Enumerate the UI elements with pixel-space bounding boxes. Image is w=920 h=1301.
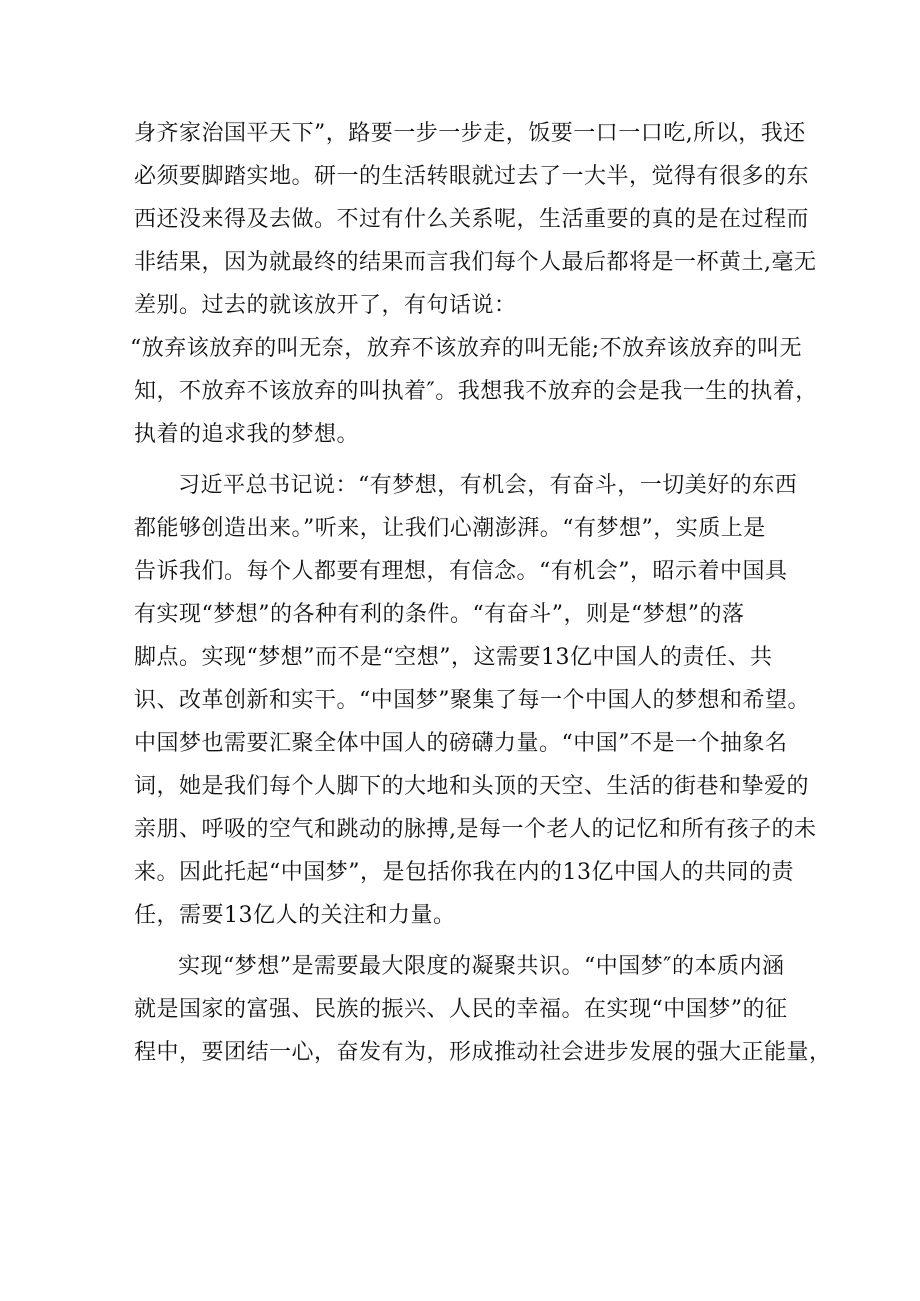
paragraph-1: [134, 112, 817, 327]
text-line: 中国梦也需要汇聚全体中国人的磅礴力量。“中国”不是一个抽象名: [134, 731, 788, 756]
paragraph-4: [134, 945, 832, 1074]
text-line: 程中，要团结一心，奋发有为，形成推动社会进步发展的强大正能量，: [134, 1040, 832, 1065]
paragraph-3: [134, 464, 817, 937]
text-line: 差别。过去的就该放开了，有句话说：: [134, 293, 517, 318]
text-line: 词，她是我们每个人脚下的大地和头顶的天空、生活的街巷和挚爱的: [134, 774, 810, 799]
text-line: 执着的追求我的梦想。: [134, 422, 360, 447]
text-line: 就是国家的富强、民族的振兴、人民的幸福。在实现“中国梦”的征: [134, 997, 788, 1022]
text-line: 有实现“梦想”的各种有利的条件。“有奋斗”，则是“梦想”的落: [134, 602, 745, 627]
text-line: 非结果，因为就最终的结果而言我们每个人最后都将是一杯黄土,毫无: [134, 250, 817, 275]
text-line: 告诉我们。每个人都要有理想，有信念。“有机会”，昭示着中国具: [134, 559, 788, 584]
text-line: 必须要脚踏实地。研一的生活转眼就过去了一大半，觉得有很多的东: [134, 164, 810, 189]
text-line: 身齐家治国平天下”，路要一步一步走，饭要一口一口吃,所以，我还: [134, 121, 806, 146]
text-line: 亲朋、呼吸的空气和跳动的脉搏,是每一个老人的记忆和所有孩子的未: [134, 817, 817, 842]
paragraph-spacer: [134, 937, 810, 945]
text-line: 知，不放弃不该放弃的叫执着″。我想我不放弃的会是我一生的执着，: [134, 379, 818, 404]
paragraph-spacer: [134, 456, 810, 464]
text-line: “放弃该放弃的叫无奈，放弃不该放弃的叫无能;不放弃该放弃的叫无: [130, 336, 803, 361]
text-line: 脚点。实现“梦想”而不是“空想”，这需要13亿中国人的责任、共: [134, 645, 773, 670]
text-line: 实现“梦想”是需要最大限度的凝聚共识。“中国梦″的本质内涵: [178, 954, 785, 979]
paragraph-2: [130, 327, 818, 456]
text-line: 识、改革创新和实干。“中国梦”聚集了每一个中国人的梦想和希望。: [134, 688, 810, 713]
text-line: 西还没来得及去做。不过有什么关系呢，生活重要的真的是在过程而: [134, 207, 810, 232]
text-line: 习近平总书记说：“有梦想，有机会，有奋斗，一切美好的东西: [178, 473, 798, 498]
text-line: 来。因此托起“中国梦”，是包括你我在内的13亿中国人的共同的责: [134, 860, 794, 885]
text-line: 都能够创造出来。”听来，让我们心潮澎湃。“有梦想”，实质上是: [134, 516, 766, 541]
text-line: 任，需要13亿人的关注和力量。: [134, 903, 456, 928]
